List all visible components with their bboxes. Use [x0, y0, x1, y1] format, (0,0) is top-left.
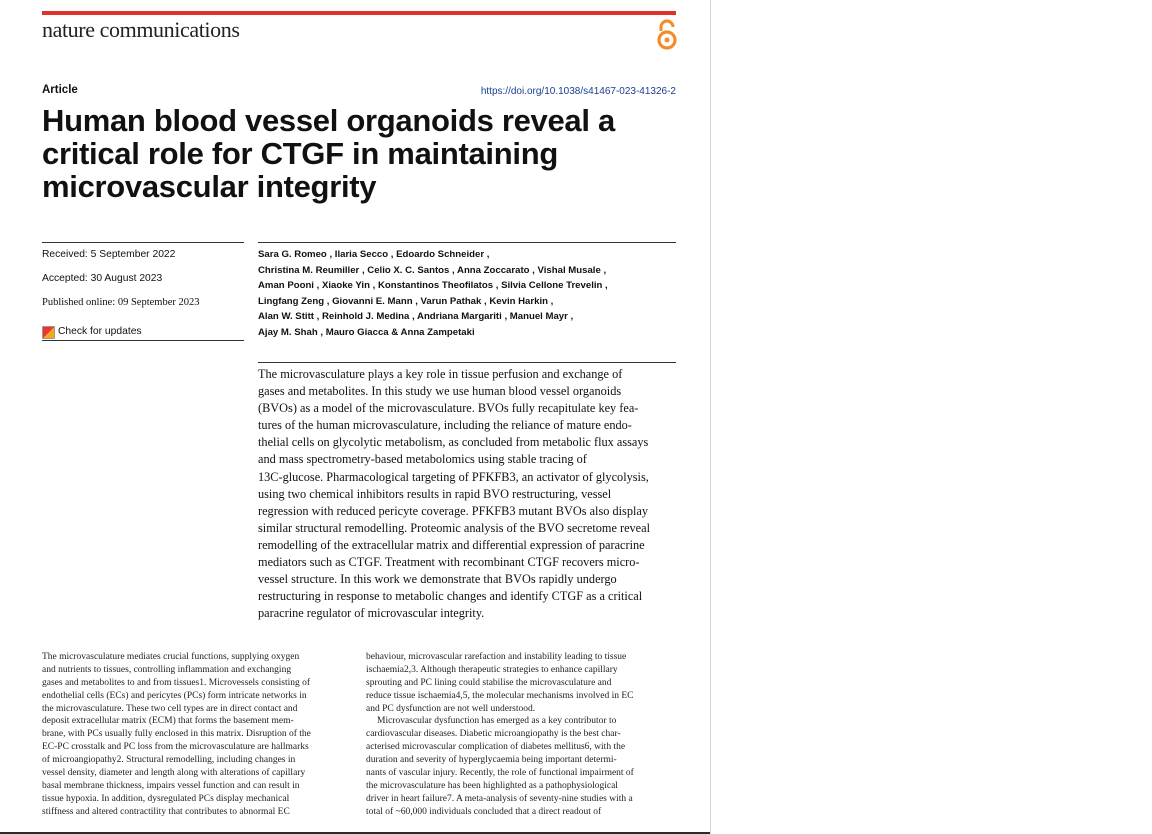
title-line: critical role for CTGF in maintaining [42, 136, 558, 171]
header-accent-bar [42, 11, 676, 15]
journal-brand[interactable]: nature communications [42, 17, 240, 42]
author-line[interactable]: Christina M. Reumiller , Celio X. C. Santos , Anna Zoccarato , Vishal Musale , [258, 264, 607, 276]
body-line: stiffness and altered contractility that contributes to abnormal EC [42, 806, 290, 817]
abstract-line: tures of the human microvasculature, including the reliance of mature endo- [258, 418, 632, 433]
abstract-line: regression with reduced pericyte coverage. PFKFB3 mutant BVOs also display [258, 503, 649, 518]
body-line: Microvascular dysfunction has emerged as a key contributor to [377, 716, 617, 727]
body-column-right [366, 651, 678, 819]
body-line: gases and metabolites to and from tissues1. Microvessels consisting of [42, 677, 311, 688]
accepted-date: Accepted: 30 August 2023 [42, 273, 163, 284]
abstract-line: similar structural remodelling. Proteomic analysis of the BVO secretome reveal [258, 520, 651, 535]
body-line: tissue hypoxia. In addition, dysregulated PCs display mechanical [42, 793, 290, 804]
abstract-line: thelial cells on glycolytic metabolism, as concluded from metabolic flux assays [258, 435, 649, 450]
article-dates [42, 248, 242, 344]
title-line: Human blood vessel organoids reveal a [42, 103, 615, 138]
title-line: microvascular integrity [42, 169, 377, 204]
body-line: brane, with PCs usually fully enclosed in this matrix. Disruption of the [42, 729, 311, 740]
body-line: basal membrane thickness, impairs vessel function and can result in [42, 780, 300, 791]
article-title [42, 104, 682, 203]
body-line: deposit extracellular matrix (ECM) that forms the basement mem- [42, 716, 294, 727]
body-line: nants of vascular injury. Recently, the role of functional impairment of [366, 768, 634, 779]
body-line: the microvasculature. These two cell types are in direct contact and [42, 703, 298, 714]
published-date: Published online: 09 September 2023 [42, 297, 200, 308]
body-line: vessel density, diameter and length along with alterations of capillary [42, 768, 306, 779]
author-list [258, 248, 683, 342]
body-line: cardiovascular diseases. Diabetic microangiopathy is the best char- [366, 729, 621, 740]
body-line: EC-PC crosstalk and PC loss from the microvasculature are hallmarks [42, 742, 309, 753]
body-line: the microvasculature has been highlighted as a pathophysiological [366, 780, 618, 791]
abstract-line: 13C-glucose. Pharmacological targeting of PFKFB3, an activator of glycolysis, [258, 469, 649, 484]
abstract-line: (BVOs) as a model of the microvasculature. BVOs fully recapitulate key fea- [258, 401, 639, 416]
abstract-line: gases and metabolites. In this study we use human blood vessel organoids [258, 384, 622, 399]
abstract [258, 366, 678, 622]
check-for-updates-label: Check for updates [58, 326, 142, 337]
abstract-line: remodelling of the extracellular matrix and differential expression of paracrine [258, 537, 645, 552]
abstract-line: paracrine regulator of microvascular integrity. [258, 606, 485, 621]
body-line: acterised microvascular complication of diabetes mellitus6, with the [366, 742, 626, 753]
received-date: Received: 5 September 2022 [42, 249, 176, 260]
abstract-line: using two chemical inhibitors results in rapid BVO restructuring, vessel [258, 486, 612, 501]
body-line: total of ~60,000 individuals concluded that a direct readout of [366, 806, 602, 817]
authors-top-rule [258, 242, 676, 243]
author-line[interactable]: Aman Pooni , Xiaoke Yin , Konstantinos Theofilatos , Silvia Cellone Trevelin , [258, 280, 608, 292]
abstract-top-rule [258, 362, 676, 363]
author-line[interactable]: Ajay M. Shah , Mauro Giacca & Anna Zampetaki [258, 326, 475, 338]
body-line: The microvasculature mediates crucial functions, supplying oxygen [42, 652, 300, 662]
abstract-line: restructuring in response to metabolic changes and identify CTGF as a critical [258, 589, 643, 604]
body-line: of microangiopathy2. Structural remodelling, including changes in [42, 755, 296, 766]
abstract-line: The microvasculature plays a key role in tissue perfusion and exchange of [258, 367, 623, 381]
abstract-line: and mass spectrometry-based metabolomics using stable tracing of [258, 452, 587, 467]
body-line: driver in heart failure7. A meta-analysis of seventy-nine studies with a [366, 793, 633, 804]
body-line: and nutrients to tissues, controlling inflammation and exchanging [42, 664, 292, 675]
abstract-line: vessel structure. In this work we demonstrate that BVOs rapidly undergo [258, 572, 617, 587]
body-column-left [42, 651, 354, 819]
abstract-line: mediators such as CTGF. Treatment with recombinant CTGF recovers micro- [258, 555, 640, 570]
body-line: endothelial cells (ECs) and pericytes (PCs) form intricate networks in [42, 690, 307, 701]
author-line[interactable]: Alan W. Stitt , Reinhold J. Medina , Andriana Margariti , Manuel Mayr , [258, 311, 574, 323]
open-access-icon [654, 19, 680, 51]
author-line[interactable]: Lingfang Zeng , Giovanni E. Mann , Varun Pathak , Kevin Harkin , [258, 295, 554, 307]
body-line: and PC dysfunction are not well understood. [366, 703, 536, 714]
body-line: sprouting and PC lining could stabilise the microvasculature and [366, 677, 612, 688]
body-line: ischaemia2,3. Although therapeutic strategies to enhance capillary [366, 664, 618, 675]
doi-link[interactable]: https://doi.org/10.1038/s41467-023-41326-2 [480, 86, 676, 97]
dates-bottom-rule [42, 340, 244, 341]
body-line: behaviour, microvascular rarefaction and instability leading to tissue [366, 652, 627, 662]
body-line: reduce tissue ischaemia4,5, the molecular mechanisms involved in EC [366, 690, 634, 701]
article-type-label: Article [42, 84, 78, 96]
dates-top-rule [42, 242, 244, 243]
check-for-updates-icon [42, 326, 55, 339]
author-line[interactable]: Sara G. Romeo , Ilaria Secco , Edoardo Schneider , [258, 249, 490, 260]
body-line: duration and severity of hyperglycaemia being important determi- [366, 755, 617, 766]
